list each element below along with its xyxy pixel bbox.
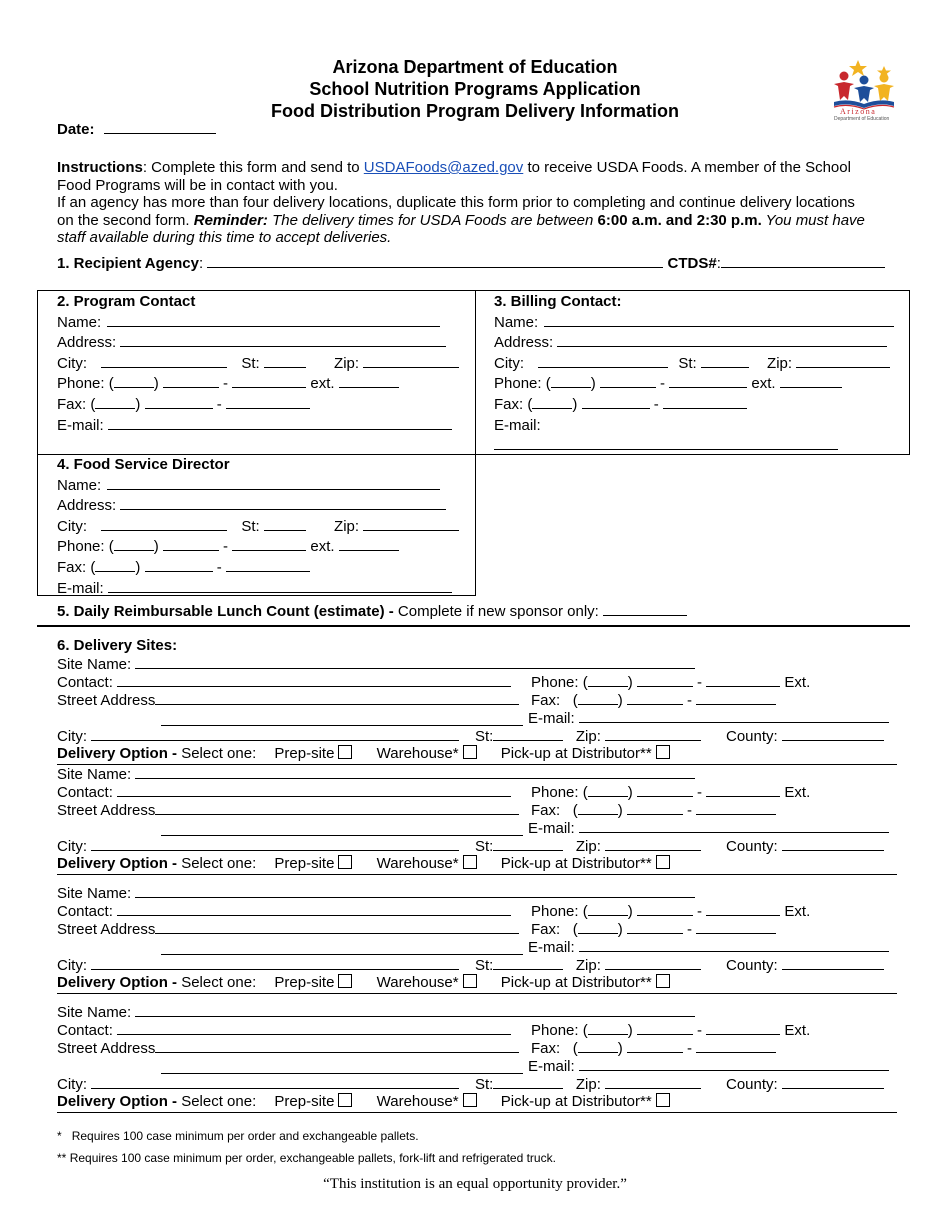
fsd-phone-field[interactable]: Phone: ( ) - ext. xyxy=(57,537,459,558)
recipient-agency-field[interactable]: 1. Recipient Agency: CTDS#: xyxy=(57,255,885,272)
delivery-sites-title: 6. Delivery Sites: xyxy=(57,637,178,654)
bc-name-field[interactable]: Name: xyxy=(494,313,894,334)
site-city-field[interactable]: City: xyxy=(57,957,459,974)
pc-city-field[interactable]: City: St: Zip: xyxy=(57,354,459,375)
site-phone-field[interactable]: Phone: ( ) - Ext. xyxy=(531,784,811,801)
site-email-field[interactable]: E-mail: xyxy=(528,1058,889,1075)
prep-site-checkbox[interactable] xyxy=(338,855,352,869)
site-city-field[interactable]: City: xyxy=(57,838,459,855)
site-city-field[interactable]: City: xyxy=(57,728,459,745)
ade-logo xyxy=(826,56,902,122)
delivery-option-row: Delivery Option - Select one: Prep-site Warehouse* Pick-up at Distributor** xyxy=(57,1093,670,1110)
prep-site-checkbox[interactable] xyxy=(338,974,352,988)
bc-email-field[interactable]: E-mail: xyxy=(494,416,541,434)
pc-phone-field[interactable]: Phone: ( ) - ext. xyxy=(57,374,459,395)
fsd-title: 4. Food Service Director xyxy=(57,456,230,473)
site-name-field[interactable]: Site Name: xyxy=(57,1004,695,1021)
ctds-label: CTDS# xyxy=(667,255,717,272)
date-field[interactable] xyxy=(57,121,216,138)
logo-subtext: Department of Education xyxy=(834,116,890,122)
site-name-field[interactable]: Site Name: xyxy=(57,885,695,902)
footnote-2: ** Requires 100 case minimum per order, exchangeable pallets, fork-lift and refrigerated truck. xyxy=(57,1151,556,1165)
site-email-field[interactable]: E-mail: xyxy=(528,710,889,727)
site-county-field[interactable]: County: xyxy=(726,838,884,855)
food-service-director-section xyxy=(57,455,459,599)
pc-email-field[interactable]: E-mail: xyxy=(57,416,459,437)
delivery-option-row: Delivery Option - Select one: Prep-site Warehouse* Pick-up at Distributor** xyxy=(57,974,670,991)
bc-fax-field[interactable]: Fax: ( ) - xyxy=(494,395,894,416)
site-st-zip-field[interactable]: St: Zip: xyxy=(475,728,701,745)
warehouse-checkbox[interactable] xyxy=(463,974,477,988)
site-county-field[interactable]: County: xyxy=(726,957,884,974)
fsd-name-field[interactable]: Name: xyxy=(57,476,459,497)
program-contact-section xyxy=(57,292,459,436)
fsd-email-field[interactable]: E-mail: xyxy=(57,579,459,600)
billing-contact-section xyxy=(494,292,894,457)
warehouse-checkbox[interactable] xyxy=(463,1093,477,1107)
footnote-1: * Requires 100 case minimum per order and exchangeable pallets. xyxy=(57,1129,419,1143)
fsd-address-field[interactable]: Address: xyxy=(57,496,459,517)
site-email-field[interactable]: E-mail: xyxy=(528,939,889,956)
warehouse-checkbox[interactable] xyxy=(463,855,477,869)
site-phone-field[interactable]: Phone: ( ) - Ext. xyxy=(531,674,811,691)
site-st-zip-field[interactable]: St: Zip: xyxy=(475,1076,701,1093)
site-city-field[interactable]: City: xyxy=(57,1076,459,1093)
site-contact-field[interactable]: Contact: xyxy=(57,784,511,801)
bc-address-field[interactable]: Address: xyxy=(494,333,894,354)
delivery-option-row: Delivery Option - Select one: Prep-site Warehouse* Pick-up at Distributor** xyxy=(57,745,670,762)
fsd-fax-field[interactable]: Fax: ( ) - xyxy=(57,558,459,579)
site-contact-field[interactable]: Contact: xyxy=(57,1022,511,1039)
recipient-agency-label: 1. Recipient Agency xyxy=(57,255,199,272)
warehouse-checkbox[interactable] xyxy=(463,745,477,759)
site-fax-field[interactable]: Fax: ( ) - xyxy=(531,921,776,938)
usda-foods-email-link[interactable]: USDAFoods@azed.gov xyxy=(363,159,524,176)
site-name-field[interactable]: Site Name: xyxy=(57,766,695,783)
site-street-field[interactable]: Street Address xyxy=(57,1040,519,1057)
program-contact-title: 2. Program Contact xyxy=(57,293,196,310)
site-st-zip-field[interactable]: St: Zip: xyxy=(475,838,701,855)
site-fax-field[interactable]: Fax: ( ) - xyxy=(531,802,776,819)
prep-site-checkbox[interactable] xyxy=(338,745,352,759)
equal-opportunity-statement: “This institution is an equal opportunity provider.” xyxy=(323,1176,627,1192)
site-street-field[interactable]: Street Address xyxy=(57,921,519,938)
site-contact-field[interactable]: Contact: xyxy=(57,903,511,920)
fsd-city-field[interactable]: City: St: Zip: xyxy=(57,517,459,538)
site-county-field[interactable]: County: xyxy=(726,1076,884,1093)
site-email-field[interactable]: E-mail: xyxy=(528,820,889,837)
instructions: Instructions: Complete this form and send to USDAFoods@azed.gov to receive USDA Foods. A member of the School Food Programs will be in contact with you. If an agency has more than four delivery locations, duplicate this form prior to completing and continue delivery locations on the second form. Reminder: The delivery times for USDA Foods are between 6:00 a.m. and 2:30 p.m. You must have staff available during this time to accept deliveries. xyxy=(57,159,865,246)
billing-contact-title: 3. Billing Contact: xyxy=(494,293,622,310)
site-name-field[interactable]: Site Name: xyxy=(57,656,695,673)
site-contact-field[interactable]: Contact: xyxy=(57,674,511,691)
site-phone-field[interactable]: Phone: ( ) - Ext. xyxy=(531,903,811,920)
site-county-field[interactable]: County: xyxy=(726,728,884,745)
pickup-at-distributor-checkbox[interactable] xyxy=(656,974,670,988)
site-st-zip-field[interactable]: St: Zip: xyxy=(475,957,701,974)
site-street-field[interactable]: Street Address xyxy=(57,802,519,819)
site-phone-field[interactable]: Phone: ( ) - Ext. xyxy=(531,1022,811,1039)
logo-text: Arizona xyxy=(840,107,877,116)
pickup-at-distributor-checkbox[interactable] xyxy=(656,855,670,869)
title-line-2: School Nutrition Programs Application xyxy=(309,79,641,99)
date-label: Date: xyxy=(57,121,95,138)
pc-fax-field[interactable]: Fax: ( ) - xyxy=(57,395,459,416)
prep-site-checkbox[interactable] xyxy=(338,1093,352,1107)
lunch-count-field[interactable]: 5. Daily Reimbursable Lunch Count (estimate) - Complete if new sponsor only: xyxy=(57,603,687,620)
pickup-at-distributor-checkbox[interactable] xyxy=(656,1093,670,1107)
bc-phone-field[interactable]: Phone: ( ) - ext. xyxy=(494,374,894,395)
site-street-field[interactable]: Street Address xyxy=(57,692,519,709)
title-line-3: Food Distribution Program Delivery Information xyxy=(270,101,680,121)
pc-address-field[interactable]: Address: xyxy=(57,333,459,354)
site-fax-field[interactable]: Fax: ( ) - xyxy=(531,692,776,709)
site-fax-field[interactable]: Fax: ( ) - xyxy=(531,1040,776,1057)
pc-name-field[interactable]: Name: xyxy=(57,313,459,334)
bc-city-field[interactable]: City: St: Zip: xyxy=(494,354,894,375)
title-line-1: Arizona Department of Education xyxy=(332,57,618,77)
delivery-option-row: Delivery Option - Select one: Prep-site Warehouse* Pick-up at Distributor** xyxy=(57,855,670,872)
pickup-at-distributor-checkbox[interactable] xyxy=(656,745,670,759)
